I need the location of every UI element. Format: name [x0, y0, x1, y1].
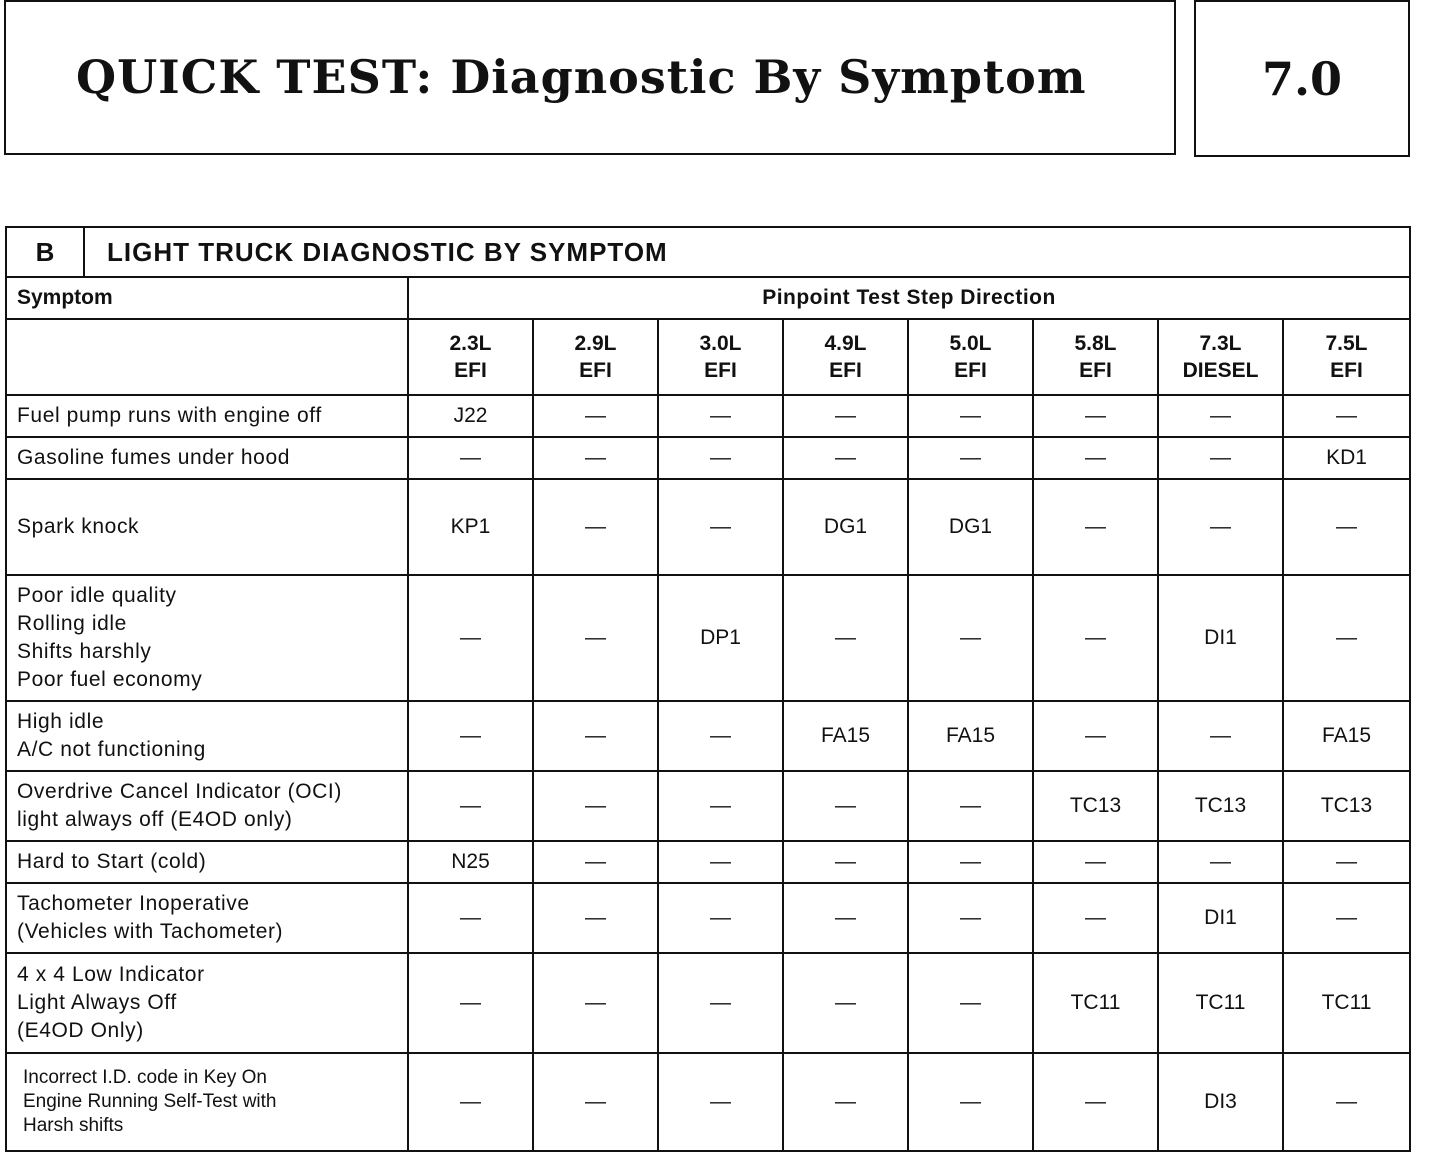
symptom-line: Fuel pump runs with engine off	[17, 404, 322, 427]
engine-type: EFI	[1079, 359, 1112, 382]
test-step-cell: —	[658, 1053, 783, 1151]
symptom-line: (E4OD Only)	[17, 1019, 144, 1042]
test-step-cell: —	[533, 479, 658, 575]
test-step-cell: DI3	[1158, 1053, 1283, 1151]
symptom-line: High idle	[17, 710, 105, 733]
engine-type: EFI	[954, 359, 987, 382]
test-step-cell: —	[658, 953, 783, 1053]
symptom-line: Poor fuel economy	[17, 668, 203, 691]
table-row	[6, 883, 1410, 953]
test-step-cell: —	[533, 701, 658, 771]
test-step-cell: —	[533, 841, 658, 883]
engine-header-cell	[408, 319, 533, 395]
test-step-cell: —	[1033, 841, 1158, 883]
symptom-cell	[6, 883, 408, 953]
engine-header-cell	[1158, 319, 1283, 395]
engine-type: EFI	[829, 359, 862, 382]
test-step-cell: —	[908, 575, 1033, 701]
test-step-cell: —	[658, 841, 783, 883]
engine-size: 2.9L	[574, 332, 617, 355]
test-step-cell: —	[658, 701, 783, 771]
test-step-cell: —	[1158, 841, 1283, 883]
test-step-cell: —	[1283, 575, 1410, 701]
section-number: 7.0	[1261, 52, 1343, 106]
table-row	[6, 841, 1410, 883]
table-row	[6, 771, 1410, 841]
test-step-cell: —	[533, 771, 658, 841]
symptom-line: Rolling idle	[17, 612, 127, 635]
symptom-line: Light Always Off	[17, 991, 177, 1014]
test-step-cell: —	[908, 1053, 1033, 1151]
engine-type: DIESEL	[1182, 359, 1259, 382]
test-step-cell: —	[783, 771, 908, 841]
test-step-cell: KP1	[408, 479, 533, 575]
test-step-cell: —	[908, 771, 1033, 841]
test-step-cell: —	[908, 953, 1033, 1053]
test-step-cell: DI1	[1158, 883, 1283, 953]
test-step-cell: TC13	[1283, 771, 1410, 841]
symptom-line: Spark knock	[17, 515, 140, 538]
test-step-cell: —	[533, 437, 658, 479]
table-row	[6, 395, 1410, 437]
engine-header-cell	[783, 319, 908, 395]
test-step-cell: —	[658, 395, 783, 437]
engine-header-cell	[658, 319, 783, 395]
engine-type: EFI	[704, 359, 737, 382]
test-step-cell: —	[1283, 1053, 1410, 1151]
test-step-cell: —	[1033, 883, 1158, 953]
test-step-cell: —	[533, 1053, 658, 1151]
symptom-cell	[6, 1053, 408, 1151]
symptom-cell	[6, 395, 408, 437]
engine-size: 4.9L	[824, 332, 867, 355]
test-step-cell: —	[783, 437, 908, 479]
symptom-line: Hard to Start (cold)	[17, 850, 207, 873]
test-step-cell: —	[1033, 701, 1158, 771]
test-step-cell: —	[658, 479, 783, 575]
test-step-cell: TC11	[1283, 953, 1410, 1053]
engine-header-row	[6, 319, 1410, 395]
test-step-cell: —	[1033, 575, 1158, 701]
test-step-cell: KD1	[1283, 437, 1410, 479]
symptom-cell	[6, 771, 408, 841]
engine-header-cell	[1283, 319, 1410, 395]
table-row	[6, 1053, 1410, 1151]
test-step-cell: —	[408, 701, 533, 771]
test-step-cell: —	[908, 395, 1033, 437]
column-group-header-row	[6, 277, 1410, 319]
symptom-table	[5, 226, 1411, 1152]
test-step-cell: —	[408, 437, 533, 479]
symptom-line: Gasoline fumes under hood	[17, 446, 290, 469]
symptom-cell	[6, 479, 408, 575]
test-step-cell: —	[908, 883, 1033, 953]
test-step-cell: —	[1283, 841, 1410, 883]
test-step-cell: —	[1033, 1053, 1158, 1151]
table-row	[6, 701, 1410, 771]
section-number-box	[1194, 0, 1410, 157]
symptom-line: 4 x 4 Low Indicator	[17, 963, 205, 986]
test-step-cell: —	[783, 575, 908, 701]
test-step-cell: DG1	[908, 479, 1033, 575]
title-box	[4, 0, 1176, 155]
engine-size: 5.0L	[949, 332, 992, 355]
table-row	[6, 479, 1410, 575]
symptom-line: (Vehicles with Tachometer)	[17, 920, 284, 943]
test-step-cell: TC11	[1033, 953, 1158, 1053]
engine-size: 5.8L	[1074, 332, 1117, 355]
engine-header-cell	[1033, 319, 1158, 395]
test-step-cell: —	[783, 953, 908, 1053]
test-step-cell: —	[908, 841, 1033, 883]
table-title-row	[6, 227, 1410, 277]
symptom-cell	[6, 701, 408, 771]
table-row	[6, 953, 1410, 1053]
table-row	[6, 575, 1410, 701]
test-step-cell: —	[1158, 437, 1283, 479]
test-step-cell: —	[1283, 883, 1410, 953]
table-row	[6, 437, 1410, 479]
test-step-cell: —	[783, 841, 908, 883]
test-step-cell: FA15	[908, 701, 1033, 771]
test-step-cell: —	[1283, 395, 1410, 437]
engine-size: 3.0L	[699, 332, 742, 355]
engine-size: 2.3L	[449, 332, 492, 355]
test-step-cell: TC13	[1033, 771, 1158, 841]
test-step-cell: —	[1033, 479, 1158, 575]
test-step-cell: —	[408, 575, 533, 701]
test-step-cell: FA15	[1283, 701, 1410, 771]
test-step-cell: —	[408, 771, 533, 841]
symptom-line: light always off (E4OD only)	[17, 808, 293, 831]
symptom-line: Engine Running Self-Test with	[23, 1091, 277, 1112]
test-step-cell: —	[1283, 479, 1410, 575]
symptom-line: Poor idle quality	[17, 584, 177, 607]
test-step-cell: TC13	[1158, 771, 1283, 841]
engine-type: EFI	[1330, 359, 1363, 382]
test-step-cell: FA15	[783, 701, 908, 771]
test-step-cell: N25	[408, 841, 533, 883]
test-step-cell: —	[658, 771, 783, 841]
section-letter: B	[6, 227, 84, 277]
test-step-cell: —	[783, 395, 908, 437]
symptom-cell	[6, 841, 408, 883]
test-step-cell: —	[658, 437, 783, 479]
table-title: LIGHT TRUCK DIAGNOSTIC BY SYMPTOM	[84, 227, 1410, 277]
test-step-cell: DP1	[658, 575, 783, 701]
engine-type: EFI	[579, 359, 612, 382]
engine-header-cell	[908, 319, 1033, 395]
symptom-line: Harsh shifts	[23, 1115, 124, 1136]
blank-header-cell	[6, 319, 408, 395]
test-step-cell: —	[408, 1053, 533, 1151]
symptom-column-header: Symptom	[6, 277, 408, 319]
pinpoint-column-header: Pinpoint Test Step Direction	[408, 277, 1410, 319]
test-step-cell: —	[1158, 701, 1283, 771]
test-step-cell: —	[1158, 395, 1283, 437]
test-step-cell: —	[533, 953, 658, 1053]
symptom-line: Shifts harshly	[17, 640, 152, 663]
symptom-line: Incorrect I.D. code in Key On	[23, 1067, 267, 1088]
page-title: QUICK TEST: Diagnostic By Symptom	[76, 50, 1087, 104]
test-step-cell: —	[533, 575, 658, 701]
test-step-cell: —	[533, 883, 658, 953]
test-step-cell: —	[783, 883, 908, 953]
symptom-line: A/C not functioning	[17, 738, 206, 761]
test-step-cell: —	[408, 883, 533, 953]
engine-type: EFI	[454, 359, 487, 382]
test-step-cell: —	[1158, 479, 1283, 575]
test-step-cell: —	[408, 953, 533, 1053]
symptom-cell	[6, 953, 408, 1053]
test-step-cell: DG1	[783, 479, 908, 575]
symptom-cell	[6, 437, 408, 479]
test-step-cell: DI1	[1158, 575, 1283, 701]
test-step-cell: TC11	[1158, 953, 1283, 1053]
symptom-line: Overdrive Cancel Indicator (OCI)	[17, 780, 342, 803]
test-step-cell: —	[533, 395, 658, 437]
engine-size: 7.3L	[1199, 332, 1242, 355]
test-step-cell: —	[658, 883, 783, 953]
test-step-cell: —	[1033, 395, 1158, 437]
symptom-line: Tachometer Inoperative	[17, 892, 250, 915]
symptom-cell	[6, 575, 408, 701]
test-step-cell: —	[1033, 437, 1158, 479]
test-step-cell: —	[783, 1053, 908, 1151]
engine-size: 7.5L	[1325, 332, 1368, 355]
engine-header-cell	[533, 319, 658, 395]
test-step-cell: J22	[408, 395, 533, 437]
test-step-cell: —	[908, 437, 1033, 479]
